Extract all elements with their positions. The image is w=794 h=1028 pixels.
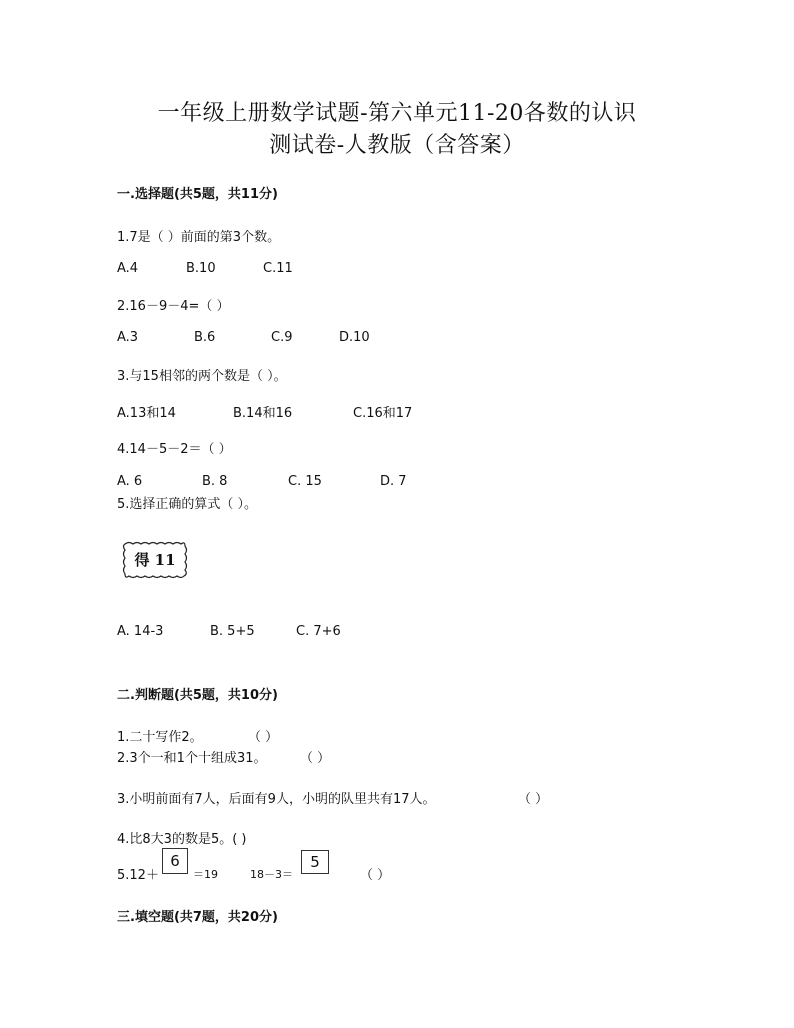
question-2: 2.16－9－4=（ ） [117, 299, 230, 314]
q2-option-b: B.6 [194, 330, 216, 345]
question-3: 3.与15相邻的两个数是（ ）。 [117, 369, 287, 384]
q4-option-d: D. 7 [380, 474, 407, 489]
q3-option-c: C.16和17 [353, 406, 413, 421]
tf-item-3-blank: （ ） [518, 792, 549, 807]
question-4: 4.14－5－2＝（ ） [117, 442, 232, 457]
score-stamp [121, 540, 189, 580]
tf-item-4: 4.比8大3的数是5。( ) [117, 832, 247, 847]
q2-option-c: C.9 [271, 330, 293, 345]
tf-item-3: 3.小明前面有7人，后面有9人，小明的队里共有17人。 [117, 792, 436, 807]
tf-item-5-blank: （ ） [360, 868, 391, 883]
question-1: 1.7是（ ）前面的第3个数。 [117, 230, 281, 245]
q1-option-c: C.11 [263, 261, 293, 276]
stamp-text: 得 11 [134, 551, 176, 569]
q4-option-c: C. 15 [288, 474, 322, 489]
q1-option-a: A.4 [117, 261, 139, 276]
tf-item-2-blank: （ ） [300, 751, 331, 766]
tf-item-2: 2.3个一和1个十组成31。 [117, 751, 267, 766]
q2-option-d: D.10 [339, 330, 370, 345]
q5-option-b: B. 5+5 [210, 624, 255, 639]
tf-item-5-prefix: 5.12＋ [117, 868, 159, 883]
section1-heading: 一.选择题(共5题，共11分) [117, 187, 278, 202]
tf-item-5-expr2: 18－3＝ [250, 868, 293, 881]
q1-option-b: B.10 [186, 261, 216, 276]
page-title-line2: 测试卷-人教版（含答案） [269, 133, 525, 158]
section3-heading: 三.填空题(共7题，共20分) [117, 910, 278, 925]
q2-option-a: A.3 [117, 330, 139, 345]
tf-item-5-mid: ＝19 [193, 868, 218, 881]
q3-option-a: A.13和14 [117, 406, 176, 421]
q3-option-b: B.14和16 [233, 406, 293, 421]
answer-box-1: 6 [162, 848, 188, 874]
q5-option-a: A. 14-3 [117, 624, 164, 639]
tf-item-1-blank: （ ） [248, 730, 279, 745]
answer-box-2: 5 [301, 850, 329, 874]
question-5: 5.选择正确的算式（ ）。 [117, 497, 258, 512]
q5-option-c: C. 7+6 [296, 624, 341, 639]
q4-option-a: A. 6 [117, 474, 143, 489]
page-title-line1: 一年级上册数学试题-第六单元11-20各数的认识 [157, 101, 637, 126]
tf-item-1: 1.二十写作2。 [117, 730, 203, 745]
section2-heading: 二.判断题(共5题，共10分) [117, 688, 278, 703]
q4-option-b: B. 8 [202, 474, 228, 489]
